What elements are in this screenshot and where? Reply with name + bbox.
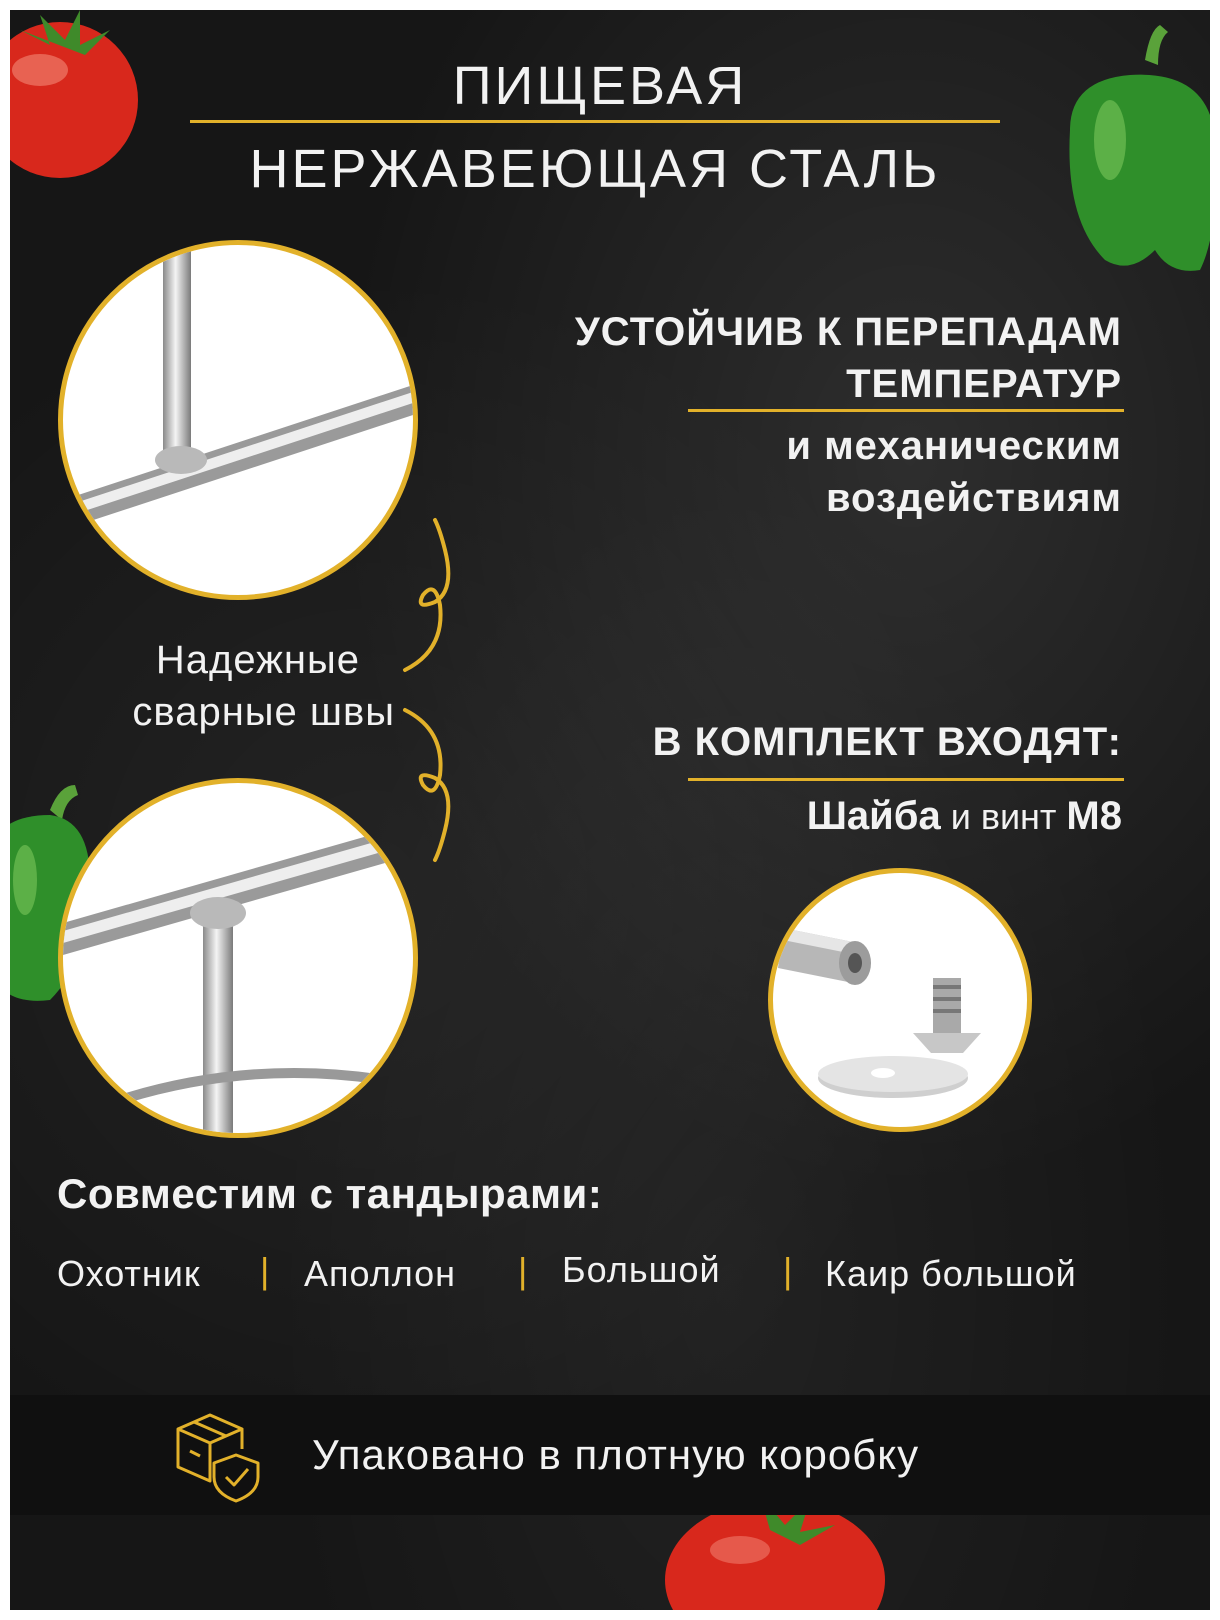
- feature-divider: [688, 409, 1124, 412]
- kit-item-screw: М8: [1066, 794, 1122, 838]
- welds-label-line2: сварные швы: [132, 690, 395, 734]
- page-title-line2: НЕРЖАВЕЮЩАЯ СТАЛЬ: [249, 139, 941, 199]
- compat-item-apollon: Аполлон: [304, 1253, 457, 1294]
- kit-heading: В КОМПЛЕКТ ВХОДЯТ:: [652, 720, 1122, 764]
- compat-item-bolshoy: Большой: [562, 1249, 721, 1290]
- welds-label-line1: Надежные: [155, 638, 360, 682]
- product-card: [10, 10, 1210, 1610]
- hardware-image: [768, 868, 1032, 1132]
- page-title-line1: ПИЩЕВАЯ: [452, 56, 748, 116]
- tomato-top-left-icon: [10, 10, 160, 200]
- weld-closeup-bottom-image: [58, 778, 418, 1138]
- kit-item-washer: Шайба: [806, 794, 941, 838]
- footer-bar: [10, 1395, 1210, 1515]
- footer-text: Упаковано в плотную коробку: [312, 1431, 920, 1478]
- feature-heading-line2: ТЕМПЕРАТУР: [846, 362, 1122, 406]
- feature-text-line1: и механическим: [786, 424, 1122, 468]
- weld-closeup-top-image: [58, 240, 418, 600]
- feature-text-line2: воздействиям: [825, 476, 1122, 520]
- box-shield-check-icon: [170, 1407, 270, 1503]
- compat-separator: |: [518, 1250, 528, 1291]
- compat-separator: |: [260, 1250, 270, 1291]
- kit-contents: [450, 794, 1122, 839]
- kit-joiner: и винт: [940, 796, 1067, 837]
- compat-separator: |: [783, 1250, 793, 1291]
- compat-item-kair-bolshoy: Каир большой: [825, 1253, 1077, 1294]
- kit-divider: [688, 778, 1124, 781]
- curl-arrow-up-icon: [395, 510, 465, 680]
- title-divider: [190, 120, 1000, 123]
- compat-item-okhotnik: Охотник: [57, 1253, 201, 1294]
- feature-heading-line1: УСТОЙЧИВ К ПЕРЕПАДАМ: [574, 310, 1122, 354]
- pepper-top-right-icon: [1050, 20, 1210, 280]
- compat-heading: Совместим с тандырами:: [57, 1170, 603, 1217]
